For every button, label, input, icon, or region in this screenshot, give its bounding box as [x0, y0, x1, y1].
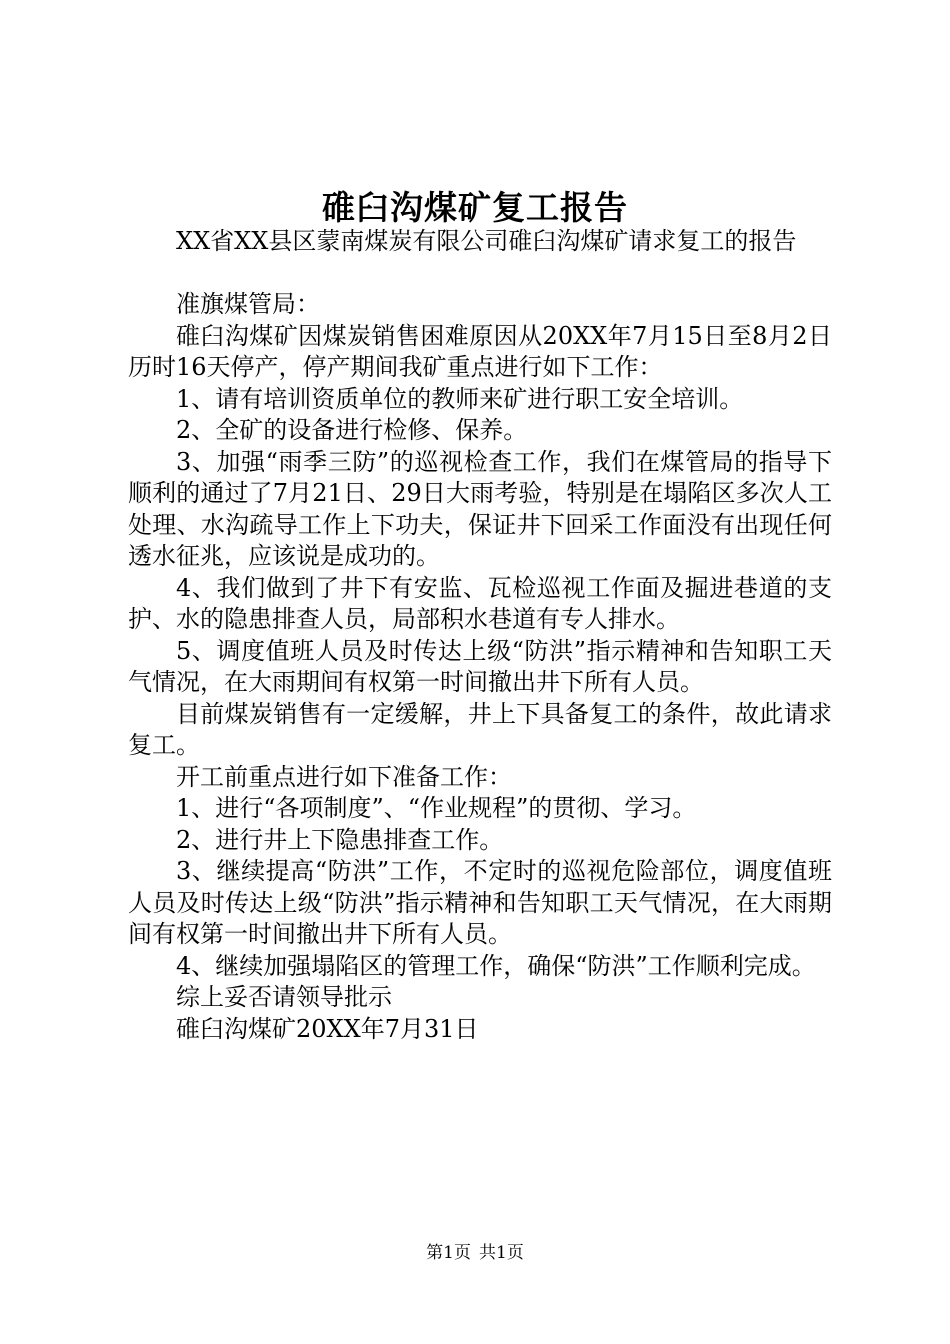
body-paragraph: 目前煤炭销售有一定缓解，井上下具备复工的条件，故此请求复工。 — [128, 699, 832, 759]
body-paragraph: 3、加强“雨季三防”的巡视检查工作，我们在煤管局的指导下顺利的通过了7月21日、29日大雨考验，特别是在塌陷区多次人工处理、水沟疏导工作上下功夫，保证井下回采工作面没有出现任何透水征兆，应该说是成功的。 — [128, 447, 832, 570]
body-paragraph: 3、继续提高“防洪”工作，不定时的巡视危险部位，调度值班人员及时传达上级“防洪”指示精神和告知职工天气情况，在大雨期间有权第一时间撤出井下所有人员。 — [128, 857, 832, 948]
body-paragraph: 开工前重点进行如下准备工作： — [176, 762, 512, 791]
body-paragraph: 1、请有培训资质单位的教师来矿进行职工安全培训。 — [176, 384, 744, 413]
body-paragraph: 5、调度值班人员及时传达上级“防洪”指示精神和告知职工天气情况，在大雨期间有权第一时间撤出井下所有人员。 — [128, 636, 832, 696]
page-footer — [0, 1241, 950, 1265]
closing-paragraph: 综上妥否请领导批示 — [176, 983, 392, 1011]
page-number: 第1页 — [426, 1243, 471, 1263]
body-paragraph: 2、进行井上下隐患排查工作。 — [176, 825, 504, 854]
body-paragraph: 2、全矿的设备进行检修、保养。 — [176, 416, 528, 444]
body-paragraph: 4、我们做到了井下有安监、瓦检巡视工作面及掘进巷道的支护、水的隐患排查人员，局部积水巷道有专人排水。 — [128, 573, 832, 633]
body-paragraph: 1、进行“各项制度”、“作业规程”的贯彻、学习。 — [176, 794, 697, 822]
document-body — [128, 226, 832, 1045]
page-total: 共1页 — [479, 1243, 524, 1263]
signature-paragraph: 碓臼沟煤矿20XX年7月31日 — [176, 1014, 479, 1043]
body-paragraph: 4、继续加强塌陷区的管理工作，确保“防洪”工作顺利完成。 — [176, 951, 816, 980]
body-paragraph: 碓臼沟煤矿因煤炭销售困难原因从20XX年7月15日至8月2日历时16天停产，停产期间我矿重点进行如下工作： — [128, 321, 832, 381]
salutation-paragraph: 准旗煤管局： — [176, 290, 320, 318]
subtitle-paragraph: XX省XX县区蒙南煤炭有限公司碓臼沟煤矿请求复工的报告 — [176, 227, 797, 255]
document-title: 碓臼沟煤矿复工报告 — [322, 188, 628, 227]
